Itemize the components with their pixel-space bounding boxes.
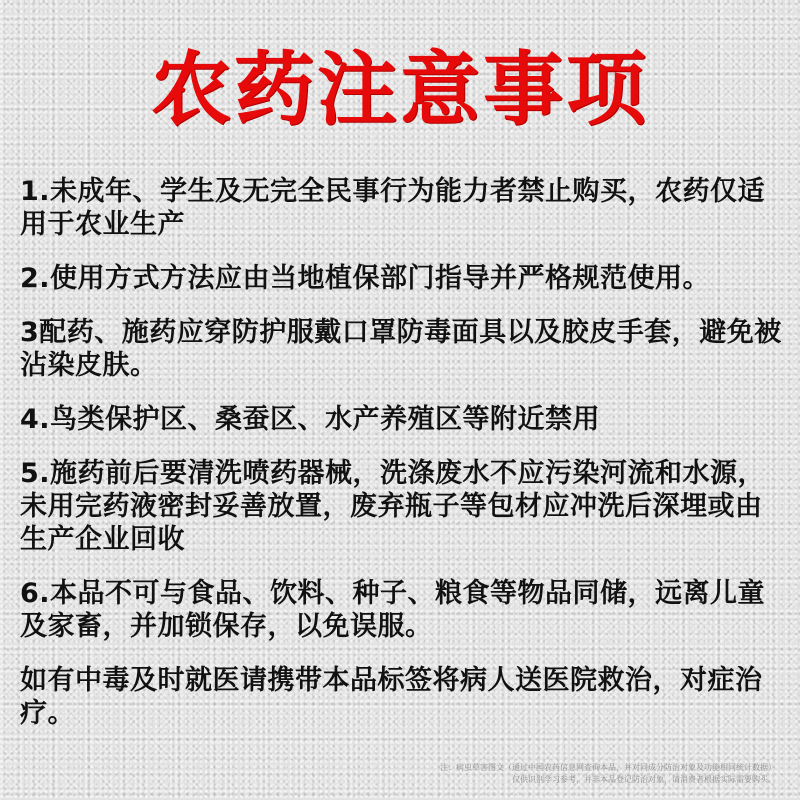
footnote-line-1: 注：病虫草害图文（通过中国农药信息网查询本品，并对同成分防治对象及功能相同统计数据） <box>440 763 776 772</box>
notice-item-poisoning: 如有中毒及时就医请携带本品标签将病人送医院救治，对症治疗。 <box>20 665 763 729</box>
notice-item-6: 6.本品不可与食品、饮料、种子、粮食等物品同储，远离儿童及家畜，并加锁保存，以免误服。 <box>20 578 766 642</box>
footnote-line-2: 仅供识别学习参考，并非本品登记防治对象，请消费者根据实际需要购买。 <box>512 775 776 784</box>
notice-item-4: 4.鸟类保护区、桑蚕区、水产养殖区等附近禁用 <box>20 404 601 435</box>
notice-item-3: 3配药、施药应穿防护服戴口罩防毒面具以及胶皮手套，避免被沾染皮肤。 <box>20 317 782 381</box>
notice-item-2: 2.使用方式方法应由当地植保部门指导并严格规范使用。 <box>20 263 711 294</box>
page-title: 农药注意事项 <box>151 43 649 136</box>
notice-item-1: 1.未成年、学生及无完全民事行为能力者禁止购买，农药仅适用于农业生产 <box>20 176 766 240</box>
footnote <box>356 762 776 786</box>
notice-item-5: 5.施药前后要清洗喷药器械，洗涤废水不应污染河流和水源，未用完药液密封妥善放置，废弃瓶子等包材应冲洗后深埋或由生产企业回收 <box>20 458 766 555</box>
notice-list <box>20 175 782 751</box>
